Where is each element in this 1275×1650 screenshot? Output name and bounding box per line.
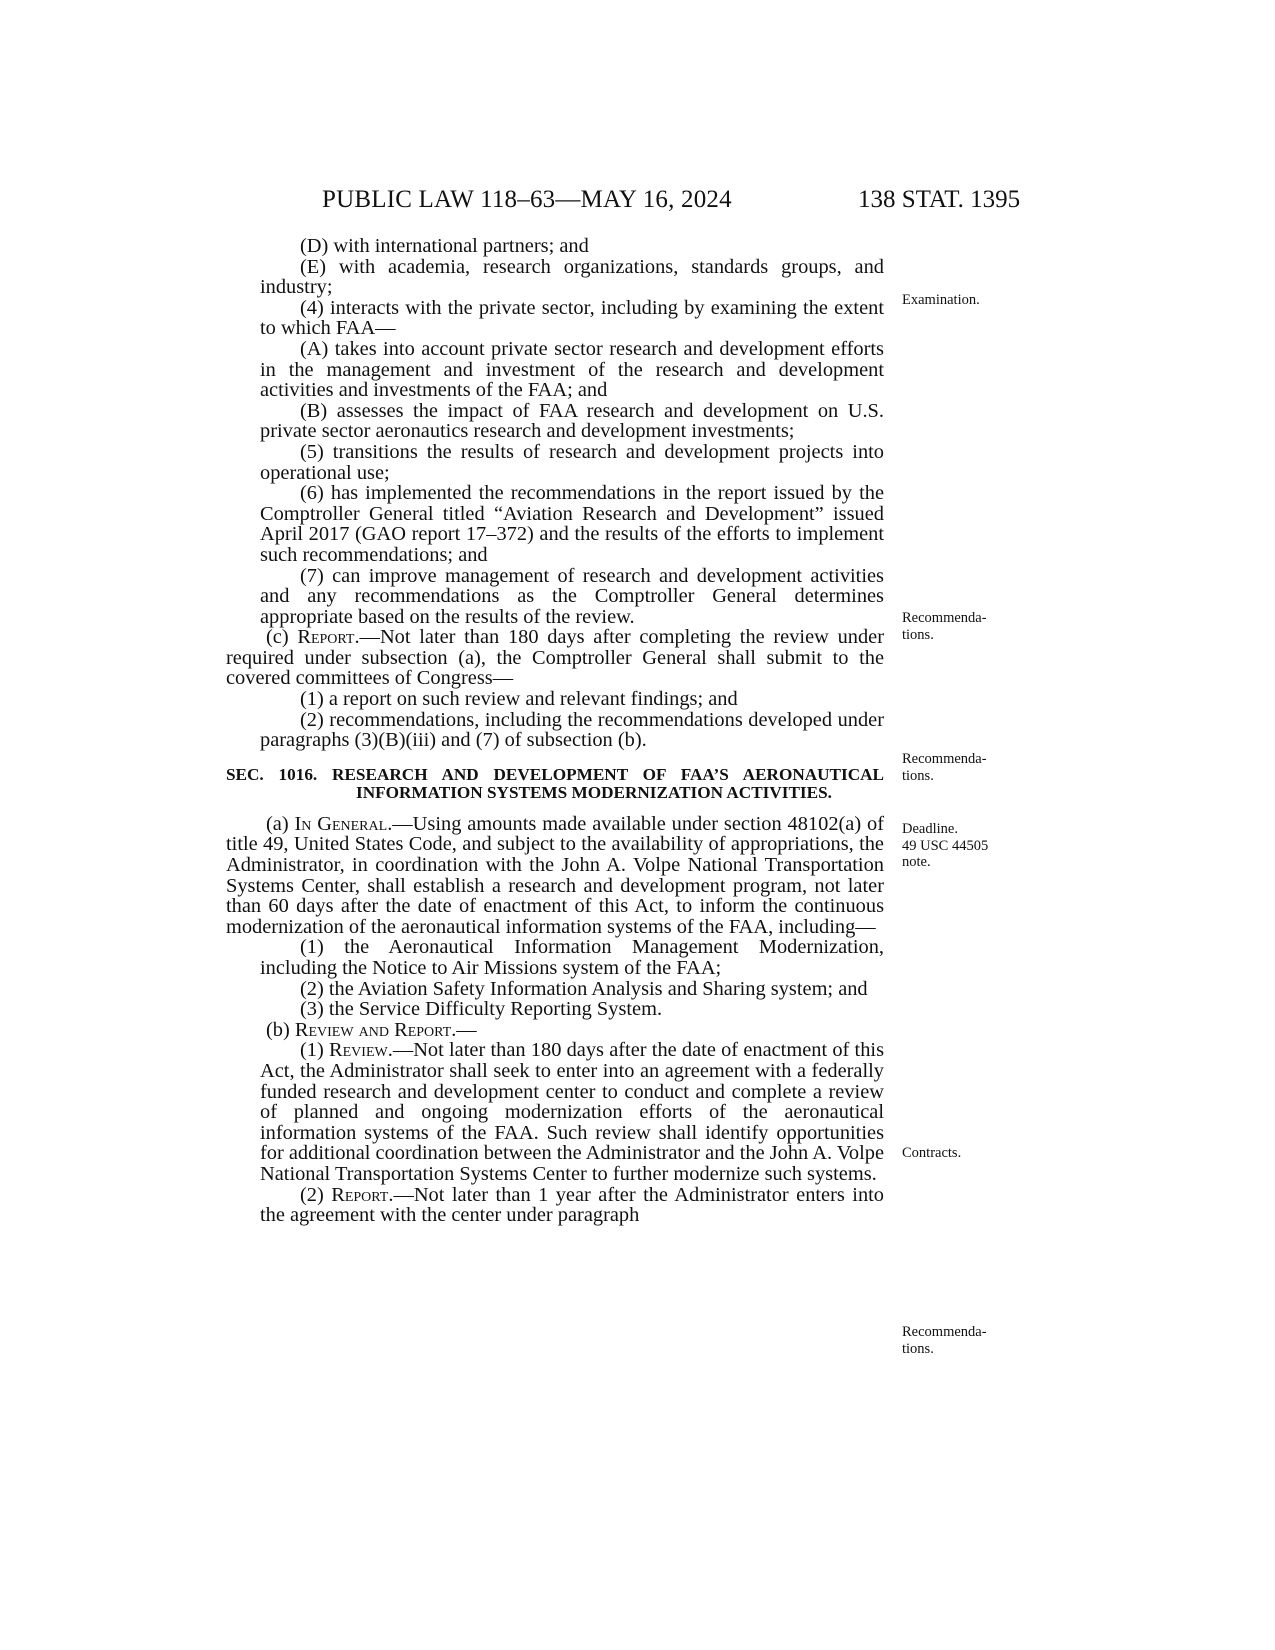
- para-b-assesses-impact: (B) assesses the impact of FAA research and development on U.S. private sector aeronautics research and development investments;: [260, 399, 884, 443]
- section-1016-title: SEC. 1016. RESEARCH AND DEVELOPMENT OF FAA’S AERONAUTICAL INFORMATION SYSTEMS MODERNIZATION ACTIVITIES.: [226, 764, 884, 802]
- para-e-academia: (E) with academia, research organizations, standards groups, and industry;: [260, 255, 884, 299]
- running-header-stat: 138 STAT. 1395: [858, 186, 1021, 213]
- para-b2-text: .—Not later than 1 year after the Administrator enters into the agreement with the center under paragraph: [260, 1183, 885, 1227]
- para-1-aim-modernization: (1) the Aeronautical Information Management Modernization, including the Notice to Air Missions system of the FAA;: [260, 936, 884, 979]
- para-b1-label: (1): [300, 1039, 330, 1062]
- para-c-heading: Report: [297, 626, 355, 649]
- para-6-recommendations: (6) has implemented the recommendations in the report issued by the Comptroller General titled “Aviation Research and Development” issued April 2017 (GAO report 17–372) and the results of the efforts to implement such recommendations; and: [260, 482, 884, 566]
- para-b1-text: .—Not later than 180 days after the date of enactment of this Act, the Administrator shall seek to enter into an agreement with a federally funded research and development center to conduct and complete a review of planned and ongoing modernization efforts of the aeronautical information systems of the FAA. Such review shall identify opportunities for additional coordination between the Administrator and the John A. Volpe National Transportation Systems Center to further modernize such systems.: [260, 1039, 885, 1185]
- para-b2-label: (2): [300, 1183, 332, 1206]
- para-b1-heading: Review: [329, 1039, 388, 1062]
- para-2-asias: (2) the Aviation Safety Information Analysis and Sharing system; and: [300, 977, 868, 1000]
- para-b2-heading: Report: [331, 1183, 389, 1206]
- para-c1-report: (1) a report on such review and relevant findings; and: [300, 688, 738, 711]
- para-d-international: (D) with international partners; and: [300, 235, 589, 257]
- running-header-law: PUBLIC LAW 118–63—MAY 16, 2024: [322, 186, 732, 213]
- para-c-label: (c): [266, 626, 298, 649]
- margin-note-recommendations-1: Recommenda- tions.: [902, 610, 987, 643]
- margin-note-recommendations-2: Recommenda- tions.: [902, 751, 987, 784]
- para-b2-report: [226, 1185, 884, 1226]
- document-body: [226, 236, 884, 1226]
- para-b-heading: Review and Report: [294, 1018, 452, 1041]
- para-3-sdrs: (3) the Service Difficulty Reporting System.: [300, 998, 663, 1021]
- margin-note-contracts: Contracts.: [902, 1145, 962, 1161]
- para-c-text: .—Not later than 180 days after completing the review under required under subsection (a), the Comptroller General shall submit to the covered committees of Congress—: [226, 626, 884, 690]
- para-c2-recommendations: (2) recommendations, including the recommendations developed under paragraphs (3)(B)(iii) and (7) of subsection (b).: [260, 708, 884, 752]
- margin-note-recommendations-3: Recommenda- tions.: [902, 1324, 987, 1357]
- para-b-label: (b): [266, 1018, 295, 1041]
- margin-note-examination: Examination.: [902, 292, 980, 308]
- para-b1-review: [226, 1040, 884, 1184]
- para-b-text: .—: [451, 1018, 477, 1041]
- para-a-in-general: [226, 814, 884, 938]
- para-a-label: (a): [266, 812, 295, 835]
- para-c-report: [226, 627, 884, 689]
- para-a-private-sector-efforts: (A) takes into account private sector research and development efforts in the management and investment of the research and development activities and investments of the FAA; and: [260, 337, 884, 402]
- para-a-heading: In General: [294, 812, 388, 835]
- para-a-text: .—Using amounts made available under section 48102(a) of title 49, United States Code, and subject to the availability of appropriations, the Administrator, in coordination with the John A. Volpe National Transportation Systems Center, shall establish a research and development program, not later than 60 days after the date of enactment of this Act, to inform the continuous modernization of the aeronautical information systems of the FAA, including—: [226, 812, 884, 938]
- para-4-private-sector: (4) interacts with the private sector, including by examining the extent to which FAA—: [260, 296, 884, 340]
- margin-note-deadline: Deadline. 49 USC 44505 note.: [902, 821, 989, 870]
- para-5-transitions: (5) transitions the results of research and development projects into operational use;: [260, 440, 884, 484]
- para-7-improve-management: (7) can improve management of research and development activities and any recommendations as the Comptroller General determines appropriate based on the results of the review.: [260, 564, 884, 628]
- para-b-review-and-report: [226, 1020, 884, 1041]
